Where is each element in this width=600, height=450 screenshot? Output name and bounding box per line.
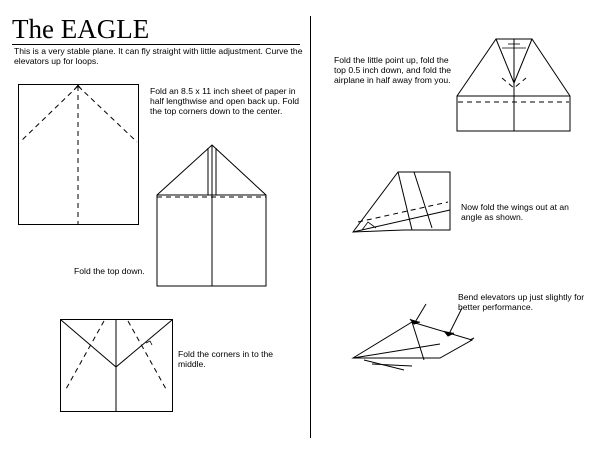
step4-little-point-diagram <box>456 38 572 134</box>
step3-corners-middle-diagram <box>60 319 174 413</box>
step1-sheet-diagram <box>18 84 140 226</box>
step6-elevator-line-2 <box>372 364 412 366</box>
step6-right-arrow-head-icon <box>444 331 454 336</box>
step3-right-dashed-line <box>128 321 166 389</box>
step3-left-dashed-line <box>66 321 104 389</box>
page-title: The EAGLE <box>12 14 150 44</box>
step3-right-fold-edge <box>116 320 172 367</box>
step6-wing-edge-line <box>353 344 440 358</box>
step1-right-corner-fold-line <box>78 86 137 142</box>
step6-right-arrow-shaft <box>448 308 462 336</box>
intro-text: This is a very stable plane. It can fly straight with little adjustment. Curve the elevators up for loops. <box>14 46 303 66</box>
step4-left-fold-line <box>496 39 514 83</box>
step4-instruction: Fold the little point up, fold the top 0.5 inch down, and fold the airplane in half away from you. <box>334 55 452 85</box>
column-divider <box>310 16 311 438</box>
step3-left-fold-edge <box>61 320 116 367</box>
step5-wings-out-diagram <box>352 170 454 240</box>
step2-instruction: Fold the top down. <box>74 266 145 276</box>
step4-right-fold-line <box>514 39 532 83</box>
step5-dashed-wing-line <box>358 202 448 222</box>
step6-left-arrow-head-icon <box>410 319 420 324</box>
step3-instruction: Fold the corners in to the middle. <box>178 349 274 369</box>
step1-instruction: Fold an 8.5 x 11 inch sheet of paper in half lengthwise and open back up. Fold the top corners down to the center. <box>150 86 300 116</box>
step5-fold-line-2 <box>414 172 432 228</box>
step6-plane-body-outline <box>353 322 472 358</box>
step5-instruction: Now fold the wings out at an angle as shown. <box>461 202 569 222</box>
step1-left-corner-fold-line <box>20 86 78 142</box>
step6-instruction: Bend elevators up just slightly for better performance. <box>458 292 585 312</box>
step6-keel-line <box>412 322 424 360</box>
title-underline <box>12 44 300 45</box>
